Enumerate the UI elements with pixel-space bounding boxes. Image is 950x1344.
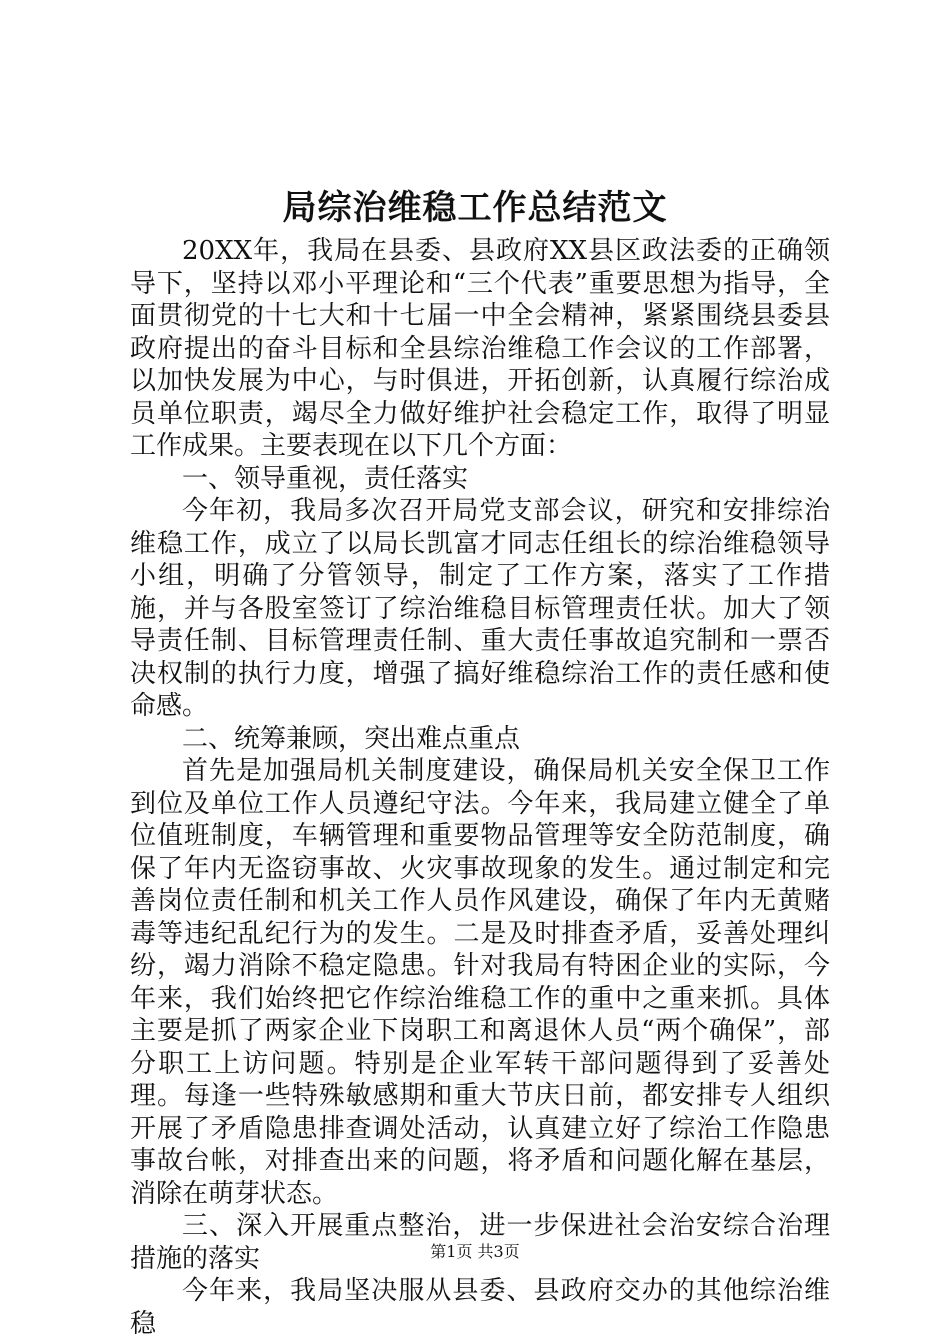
page-footer: 第1页 共3页 xyxy=(430,1242,520,1261)
document-title: 局综治维稳工作总结范文 xyxy=(282,188,668,228)
section-heading-2: 二、统筹兼顾，突出难点重点 xyxy=(182,723,521,754)
paragraph-section-2: 首先是加强局机关制度建设，确保局机关安全保卫工作到位及单位工作人员遵纪守法。今年来，我局建立健全了单位值班制度，车辆管理和重要物品管理等安全防范制度，确保了年内无盗窃事故、火灾事故现象的发生。通过制定和完善岗位责任制和机关工作人员作风建设，确保了年内无黄赌毒等违纪乱纪行为的发生。二是及时排查矛盾，妥善处理纠纷，竭力消除不稳定隐患。针对我局有特困企业的实际，今年来，我们始终把它作综治维稳工作的重中之重来抓。具体主要是抓了两家企业下岗职工和离退休人员“两个确保”，部分职工上访问题。特别是企业军转干部问题得到了妥善处理。每逢一些特殊敏感期和重大节庆日前，都安排专人组织开展了矛盾隐患排查调处活动，认真建立好了综治工作隐患事故台帐，对排查出来的问题，将矛盾和问题化解在基层，消除在萌芽状态。 xyxy=(130,756,830,1209)
paragraph-section-1: 今年初，我局多次召开局党支部会议，研究和安排综治维稳工作，成立了以局长凯富才同志任组长的综治维稳领导小组，明确了分管领导，制定了工作方案，落实了工作措施，并与各股室签订了综治维稳目标管理责任状。加大了领导责任制、目标管理责任制、重大责任事故追究制和一票否决权制的执行力度，增强了搞好维稳综治工作的责任感和使命感。 xyxy=(130,496,830,721)
section-heading-1: 一、领导重视，责任落实 xyxy=(182,463,469,494)
paragraph-intro: 20XX年，我局在县委、县政府XX县区政法委的正确领导下，坚持以邓小平理论和“三个代表”重要思想为指导，全面贯彻党的十七大和十七届一中全会精神，紧紧围绕县委县政府提出的奋斗目标和全县综治维稳工作会议的工作部署，以加快发展为中心，与时俱进，开拓创新，认真履行综治成员单位职责，竭尽全力做好维护社会稳定工作，取得了明显工作成果。主要表现在以下几个方面： xyxy=(130,236,830,461)
section-heading-3: 三、深入开展重点整治，进一步保进社会治安综合治理措施的落实 xyxy=(130,1211,830,1274)
document-body xyxy=(130,235,830,1340)
paragraph-section-3: 今年来，我局坚决服从县委、县政府交办的其他综治维稳 xyxy=(130,1276,830,1339)
